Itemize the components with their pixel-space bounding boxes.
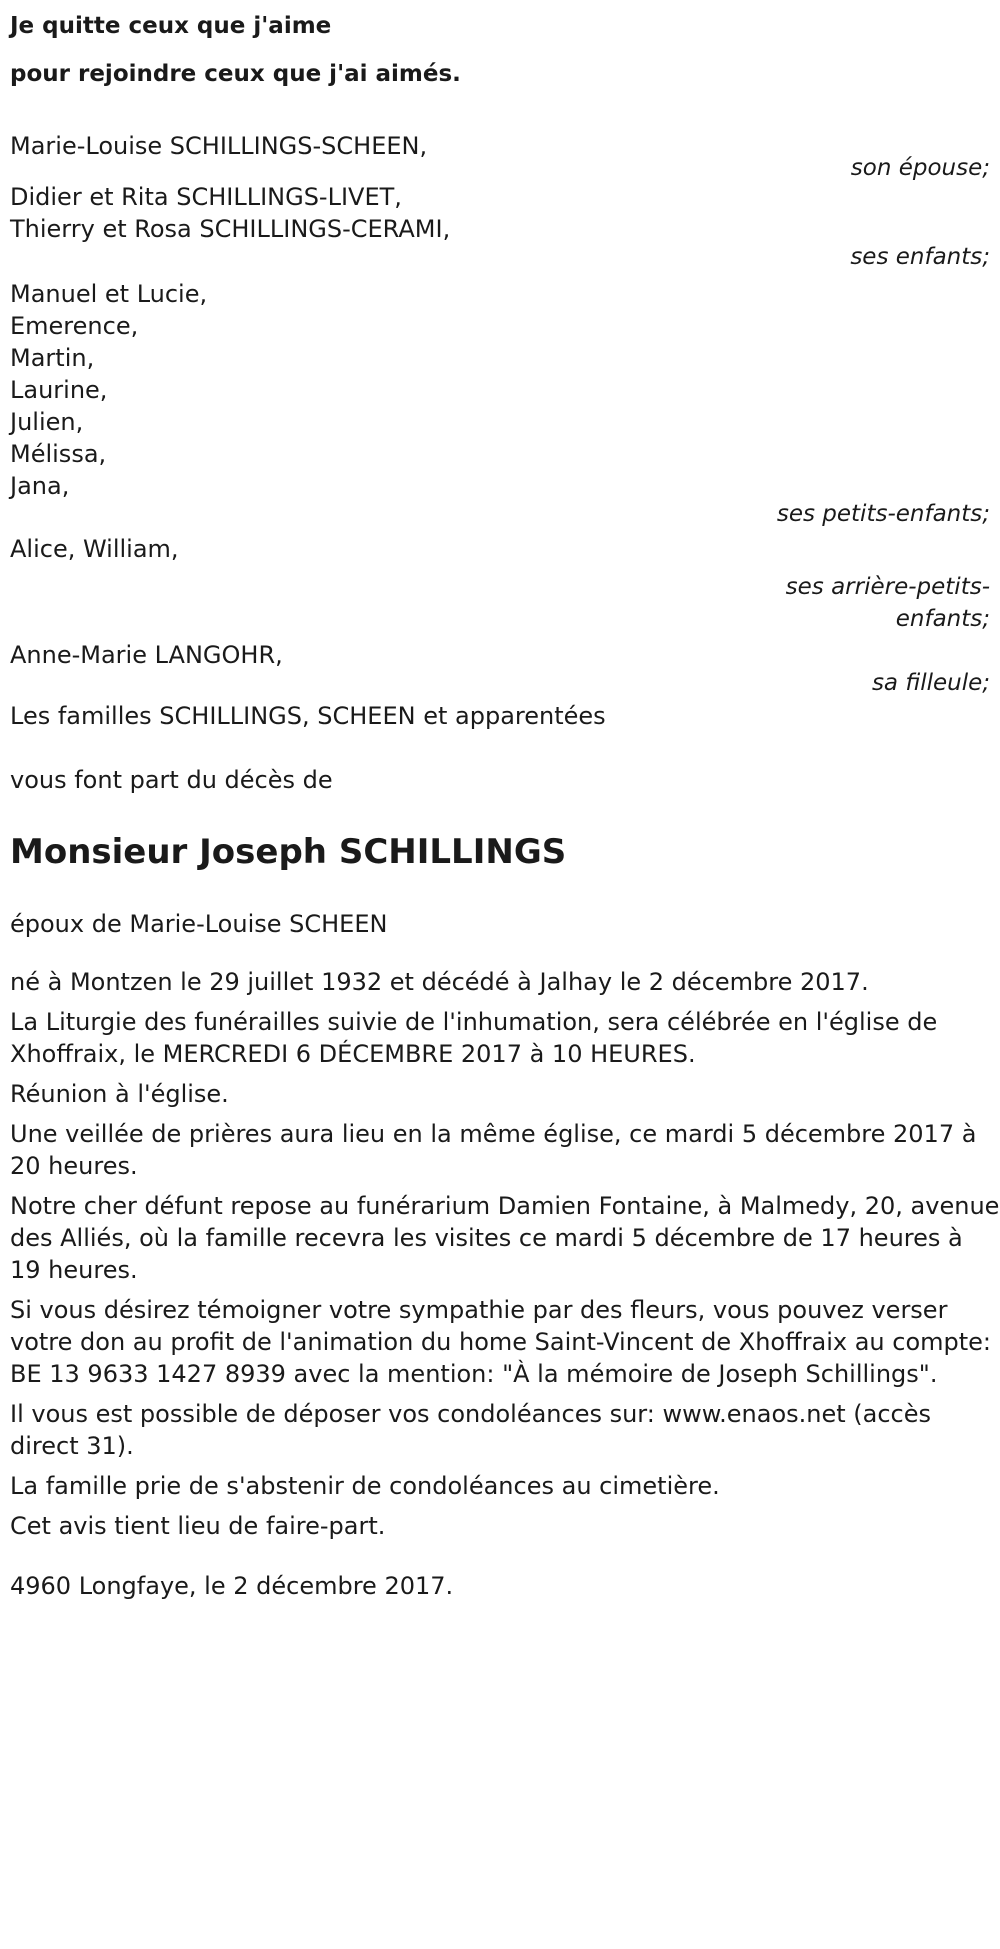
great-grandchildren-relation-2: enfants; xyxy=(895,606,990,632)
quote xyxy=(10,0,1000,98)
cemetery-note: La famille prie de s'abstenir de condoléances au cimetière. xyxy=(10,1472,720,1500)
grandchild-name: Mélissa, xyxy=(10,440,107,468)
grandchild-name: Emerence, xyxy=(10,312,139,340)
spouse-relation: son épouse; xyxy=(850,155,990,181)
grandchild-name: Manuel et Lucie, xyxy=(10,280,208,308)
spouse-of: époux de Marie-Louise SCHEEN xyxy=(10,910,388,938)
children-relation: ses enfants; xyxy=(850,244,990,270)
great-grandchildren-relation-1: ses arrière-petits- xyxy=(785,574,990,600)
condolences-online: Il vous est possible de déposer vos condoléances sur: www.enaos.net (accès direct 31). xyxy=(10,1400,932,1460)
grandchildren-relation: ses petits-enfants; xyxy=(776,501,990,527)
meeting: Réunion à l'église. xyxy=(10,1080,229,1108)
goddaughter-relation: sa filleule; xyxy=(871,670,990,696)
quote-line-1: Je quitte ceux que j'aime xyxy=(10,13,332,39)
grandchild-name: Julien, xyxy=(10,408,84,436)
announcement: vous font part du décès de xyxy=(10,766,333,794)
donation: Si vous désirez témoigner votre sympathie par des fleurs, vous pouvez verser votre don au profit de l'animation du home Saint-Vincent de Xhoffraix au compte: BE 13 9633 1427 8939 avec la mention: "À la mémoire de Joseph Schillings". xyxy=(10,1296,991,1388)
details xyxy=(10,966,1000,1542)
deceased-name: Monsieur Joseph SCHILLINGS xyxy=(10,832,567,872)
family-children xyxy=(10,181,1000,276)
great-grandchild-name: Alice, William, xyxy=(10,535,179,563)
family-spouse xyxy=(10,126,1000,187)
child-name: Thierry et Rosa SCHILLINGS-CERAMI, xyxy=(10,215,451,243)
family-goddaughter xyxy=(10,639,1000,702)
spouse-name: Marie-Louise SCHILLINGS-SCHEEN, xyxy=(10,132,428,160)
quote-line-2: pour rejoindre ceux que j'ai aimés. xyxy=(10,61,461,87)
notice-note: Cet avis tient lieu de faire-part. xyxy=(10,1512,386,1540)
grandchild-name: Martin, xyxy=(10,344,95,372)
grandchild-name: Laurine, xyxy=(10,376,108,404)
families-line: Les familles SCHILLINGS, SCHEEN et apparentées xyxy=(10,702,606,730)
grandchild-name: Jana, xyxy=(10,472,70,500)
vigil: Une veillée de prières aura lieu en la même église, ce mardi 5 décembre 2017 à 20 heures. xyxy=(10,1120,977,1180)
goddaughter-name: Anne-Marie LANGOHR, xyxy=(10,641,283,669)
family-grandchildren xyxy=(10,278,1000,533)
birth-death: né à Montzen le 29 juillet 1932 et décédé à Jalhay le 2 décembre 2017. xyxy=(10,968,869,996)
liturgy: La Liturgie des funérailles suivie de l'inhumation, sera célébrée en l'église de Xhoffraix, le MERCREDI 6 DÉCEMBRE 2017 à 10 HEURES. xyxy=(10,1008,938,1068)
funeral-home: Notre cher défunt repose au funérarium Damien Fontaine, à Malmedy, 20, avenue des Alliés, où la famille recevra les visites ce mardi 5 décembre de 17 heures à 19 heures. xyxy=(10,1192,1000,1284)
place-date: 4960 Longfaye, le 2 décembre 2017. xyxy=(10,1572,454,1600)
family-great-grandchildren xyxy=(10,533,1000,635)
child-name: Didier et Rita SCHILLINGS-LIVET, xyxy=(10,183,402,211)
